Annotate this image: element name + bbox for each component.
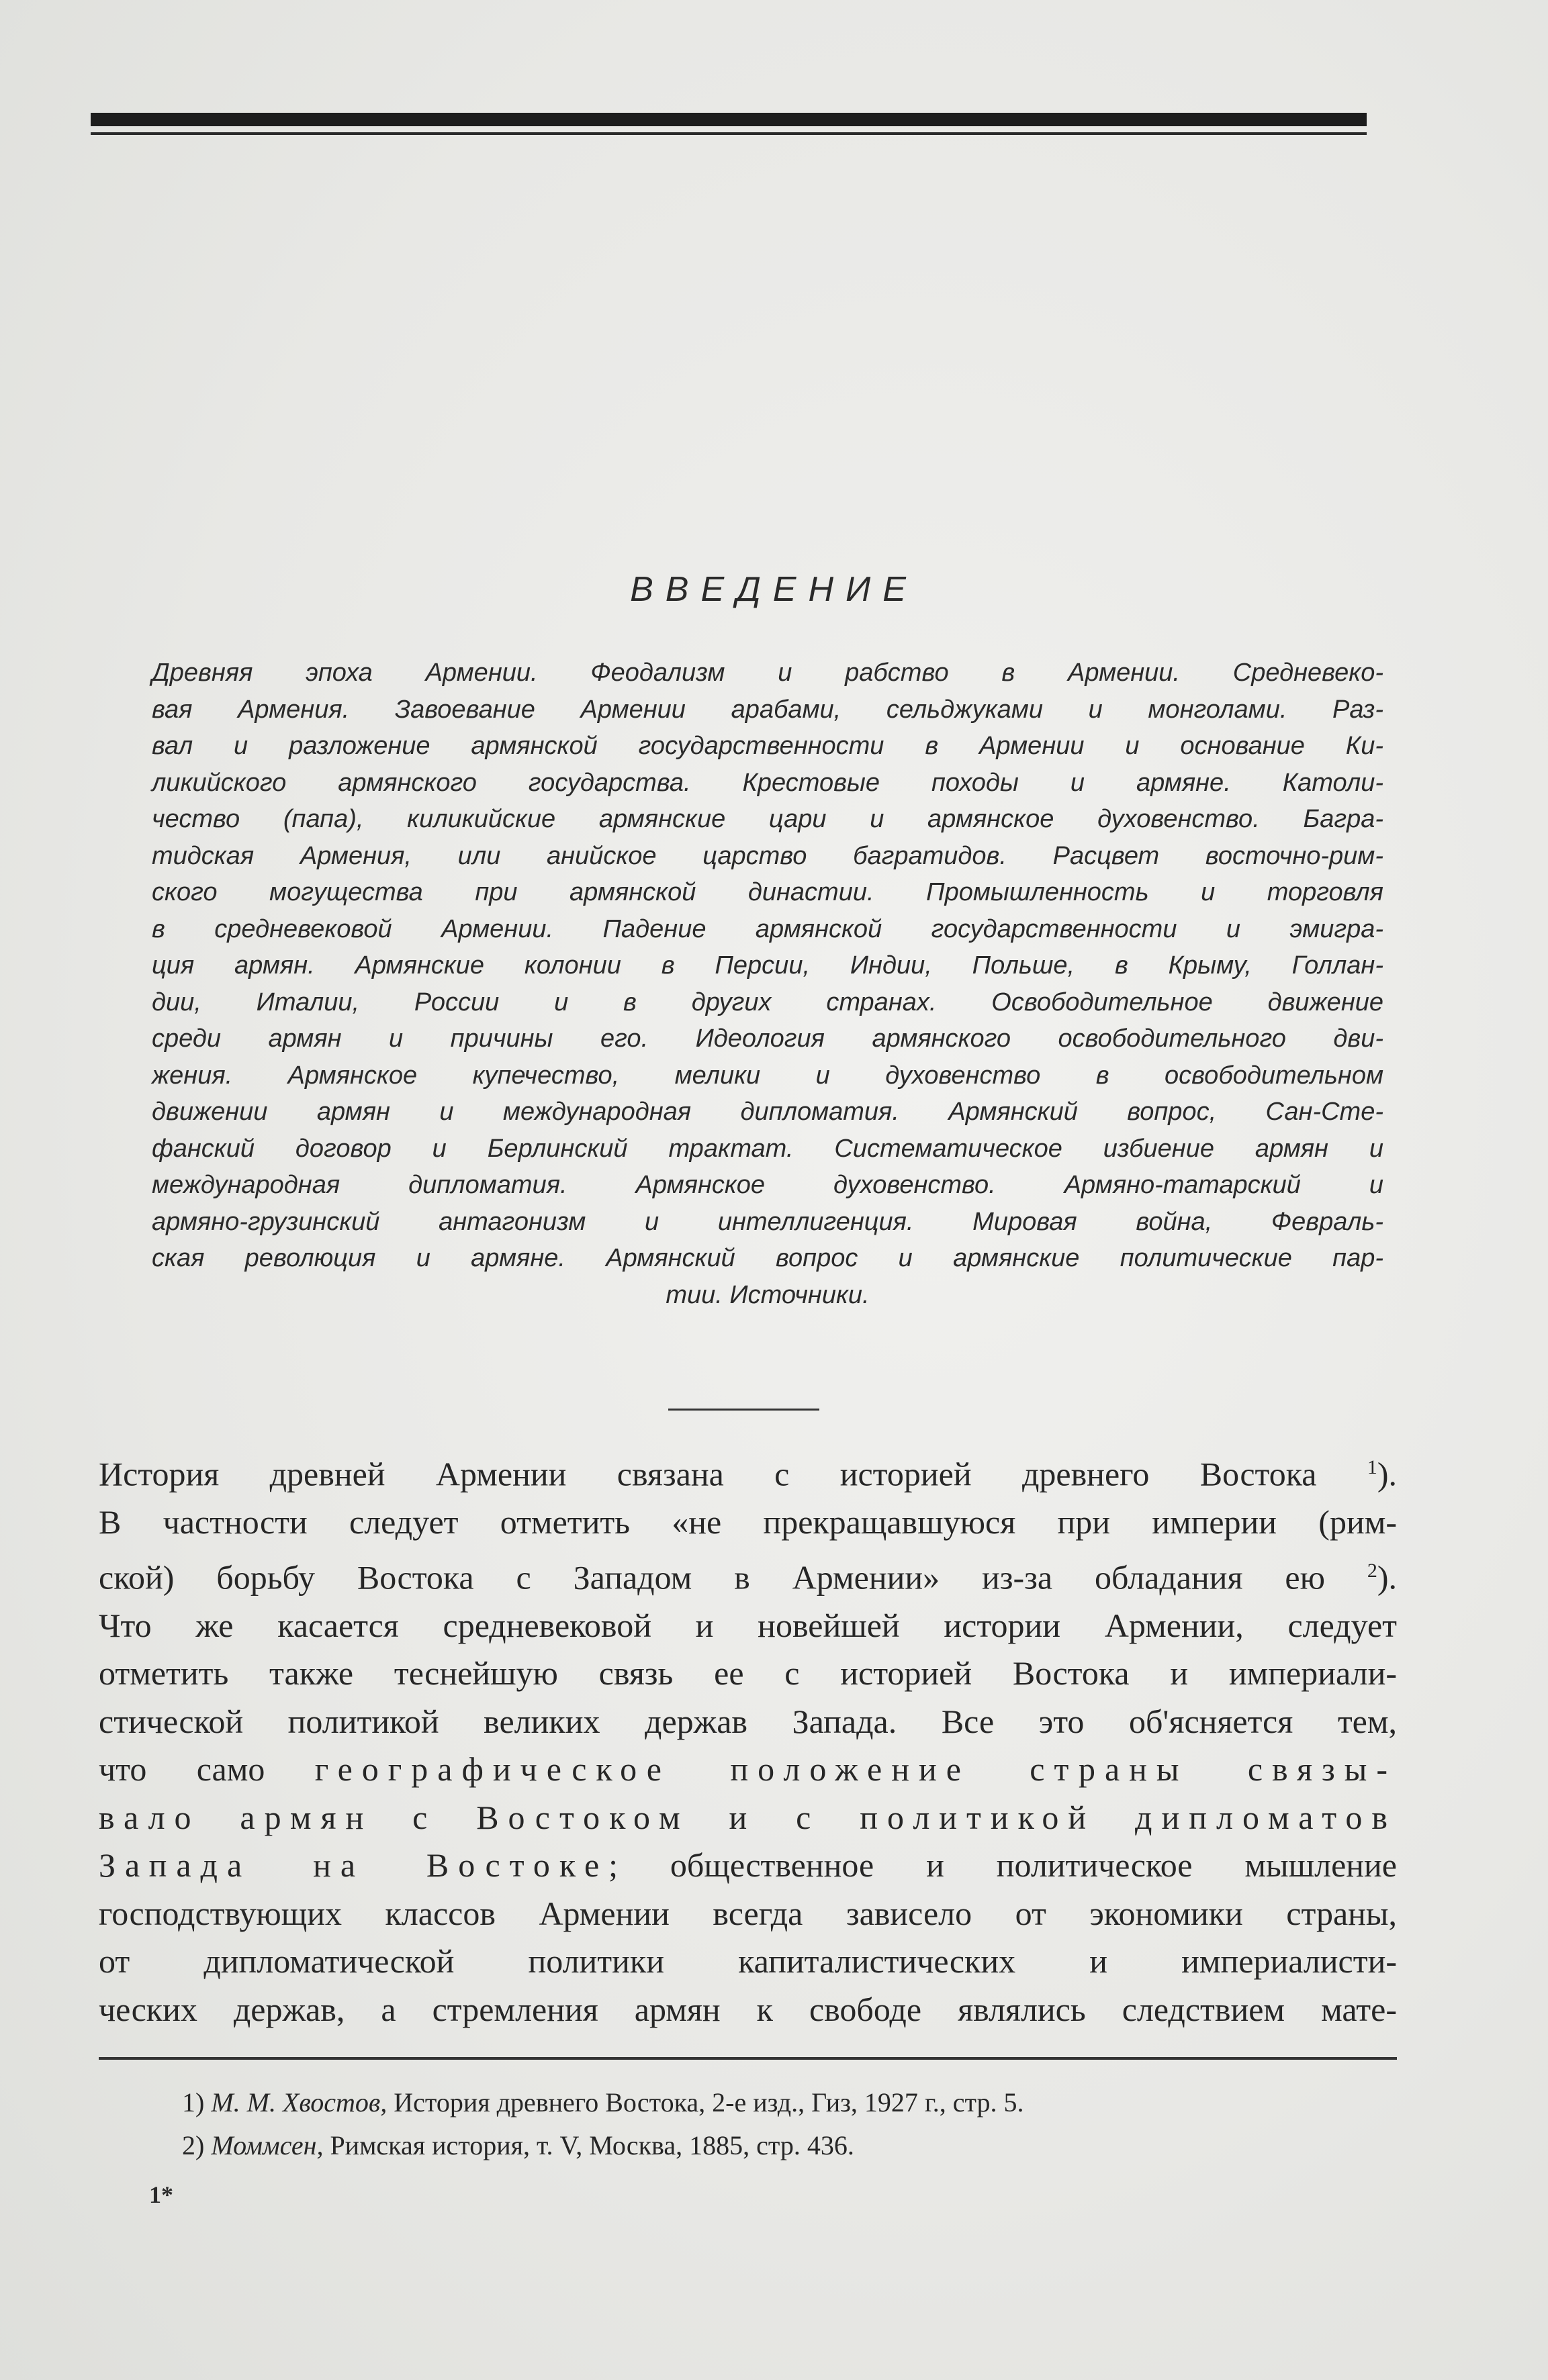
summary-line: движении армян и международная дипломатия. Армянский вопрос, Сан-Сте- bbox=[152, 1098, 1383, 1126]
body-text-span: История древней Армении связана с историей древнего Востока bbox=[99, 1455, 1317, 1493]
summary-line: ского могущества при армянской династии. Промышленность и торговля bbox=[152, 878, 1383, 906]
body-text bbox=[99, 1443, 1397, 2034]
summary-line: среди армян и причины его. Идеология армянского освободительного дви- bbox=[152, 1025, 1383, 1053]
summary-line: ская революция и армяне. Армянский вопрос и армянские политические пар- bbox=[152, 1244, 1383, 1272]
section-separator bbox=[668, 1409, 819, 1411]
footnote-author: Моммсен, bbox=[211, 2130, 324, 2160]
summary-line: в средневековой Армении. Падение армянской государственности и эмигра- bbox=[152, 914, 1383, 943]
summary-line: дии, Италии, России и в других странах. Освободительное движение bbox=[152, 988, 1383, 1016]
body-line: господствующих классов Армении всегда зависело от экономики страны, bbox=[99, 1894, 1397, 1932]
summary-line: вая Армения. Завоевание Армении арабами, сельджуками и монголами. Раз- bbox=[152, 695, 1383, 724]
body-line: Что же касается средневековой и новейшей истории Армении, следует bbox=[99, 1606, 1397, 1644]
body-line bbox=[99, 1746, 1397, 1794]
body-line bbox=[99, 1794, 1397, 1842]
footnote-mark: 2) bbox=[182, 2130, 205, 2160]
footnote-mark: 1) bbox=[182, 2087, 205, 2117]
summary-line: вал и разложение армянской государственности в Армении и основание Ки- bbox=[152, 732, 1383, 760]
summary-line: международная дипломатия. Армянское духовенство. Армяно-татарский и bbox=[152, 1171, 1383, 1199]
summary-line-last: тии. Источники. bbox=[666, 1280, 870, 1309]
spaced-emphasis: Запада на Востоке bbox=[99, 1846, 609, 1885]
body-line bbox=[99, 1547, 1397, 1602]
body-line bbox=[99, 1842, 1397, 1890]
footnote-text: История древнего Востока, 2-е изд., Гиз, 1927 г., стр. 5. bbox=[394, 2087, 1024, 2117]
summary-line: Древняя эпоха Армении. Феодализм и рабство в Армении. Средневеко- bbox=[152, 659, 1383, 687]
footnote-text: Римская история, т. V, Москва, 1885, стр. 436. bbox=[330, 2130, 854, 2160]
header-rule-thick bbox=[91, 113, 1367, 126]
footnote-ref[interactable]: 2 bbox=[1367, 1559, 1377, 1582]
footnote-author: М. М. Хвостов, bbox=[211, 2087, 388, 2117]
summary-line: фанский договор и Берлинский трактат. Систематическое избиение армян и bbox=[152, 1134, 1383, 1163]
summary-line: тидская Армения, или анийское царство багратидов. Расцвет восточно-рим- bbox=[152, 841, 1383, 870]
spaced-emphasis: вало армян с Востоком и с политикой дипломатов bbox=[99, 1798, 1397, 1836]
spaced-emphasis: географическое положение страны связы- bbox=[314, 1750, 1398, 1789]
body-text-span: ). bbox=[1377, 1558, 1398, 1597]
summary-line: армяно-грузинский антагонизм и интеллигенция. Мировая война, Февраль- bbox=[152, 1207, 1383, 1236]
body-line: В частности следует отметить «не прекращавшуюся при империи (рим- bbox=[99, 1503, 1397, 1541]
summary-line: жения. Армянское купечество, мелики и духовенство в освободительном bbox=[152, 1061, 1383, 1090]
body-text-span: ; общественное и политическое мышление bbox=[608, 1846, 1397, 1885]
body-line: отметить также теснейшую связь ее с историей Востока и империали- bbox=[99, 1654, 1397, 1693]
body-text-span: ской) борьбу Востока с Западом в Армении» из-за обладания ею bbox=[99, 1558, 1325, 1597]
footnote-ref[interactable]: 1 bbox=[1367, 1456, 1377, 1478]
body-text-span: что само bbox=[99, 1750, 265, 1789]
footnote-2 bbox=[182, 2130, 854, 2161]
body-line: ческих держав, а стремления армян к свободе являлись следствием мате- bbox=[99, 1990, 1397, 2028]
summary-line: чество (папа), киликийские армянские цари и армянское духовенство. Багра- bbox=[152, 805, 1383, 833]
signature-mark: 1* bbox=[149, 2181, 173, 2208]
body-line: от дипломатической политики капиталистических и империалисти- bbox=[99, 1942, 1397, 1981]
chapter-title: ВВЕДЕНИЕ bbox=[630, 570, 918, 609]
body-text-span: ). bbox=[1377, 1455, 1398, 1493]
header-rule-thin bbox=[91, 132, 1367, 135]
summary-line: ликийского армянского государства. Крестовые походы и армяне. Католи- bbox=[152, 768, 1383, 797]
footnote-1 bbox=[182, 2087, 1024, 2118]
summary-line: ция армян. Армянские колонии в Персии, Индии, Польше, в Крыму, Голлан- bbox=[152, 951, 1383, 980]
body-line bbox=[99, 1443, 1397, 1498]
body-line: стической политикой великих держав Запада. Все это об'ясняется тем, bbox=[99, 1702, 1397, 1740]
footnote-rule bbox=[99, 2057, 1397, 2060]
chapter-summary bbox=[152, 655, 1383, 1313]
